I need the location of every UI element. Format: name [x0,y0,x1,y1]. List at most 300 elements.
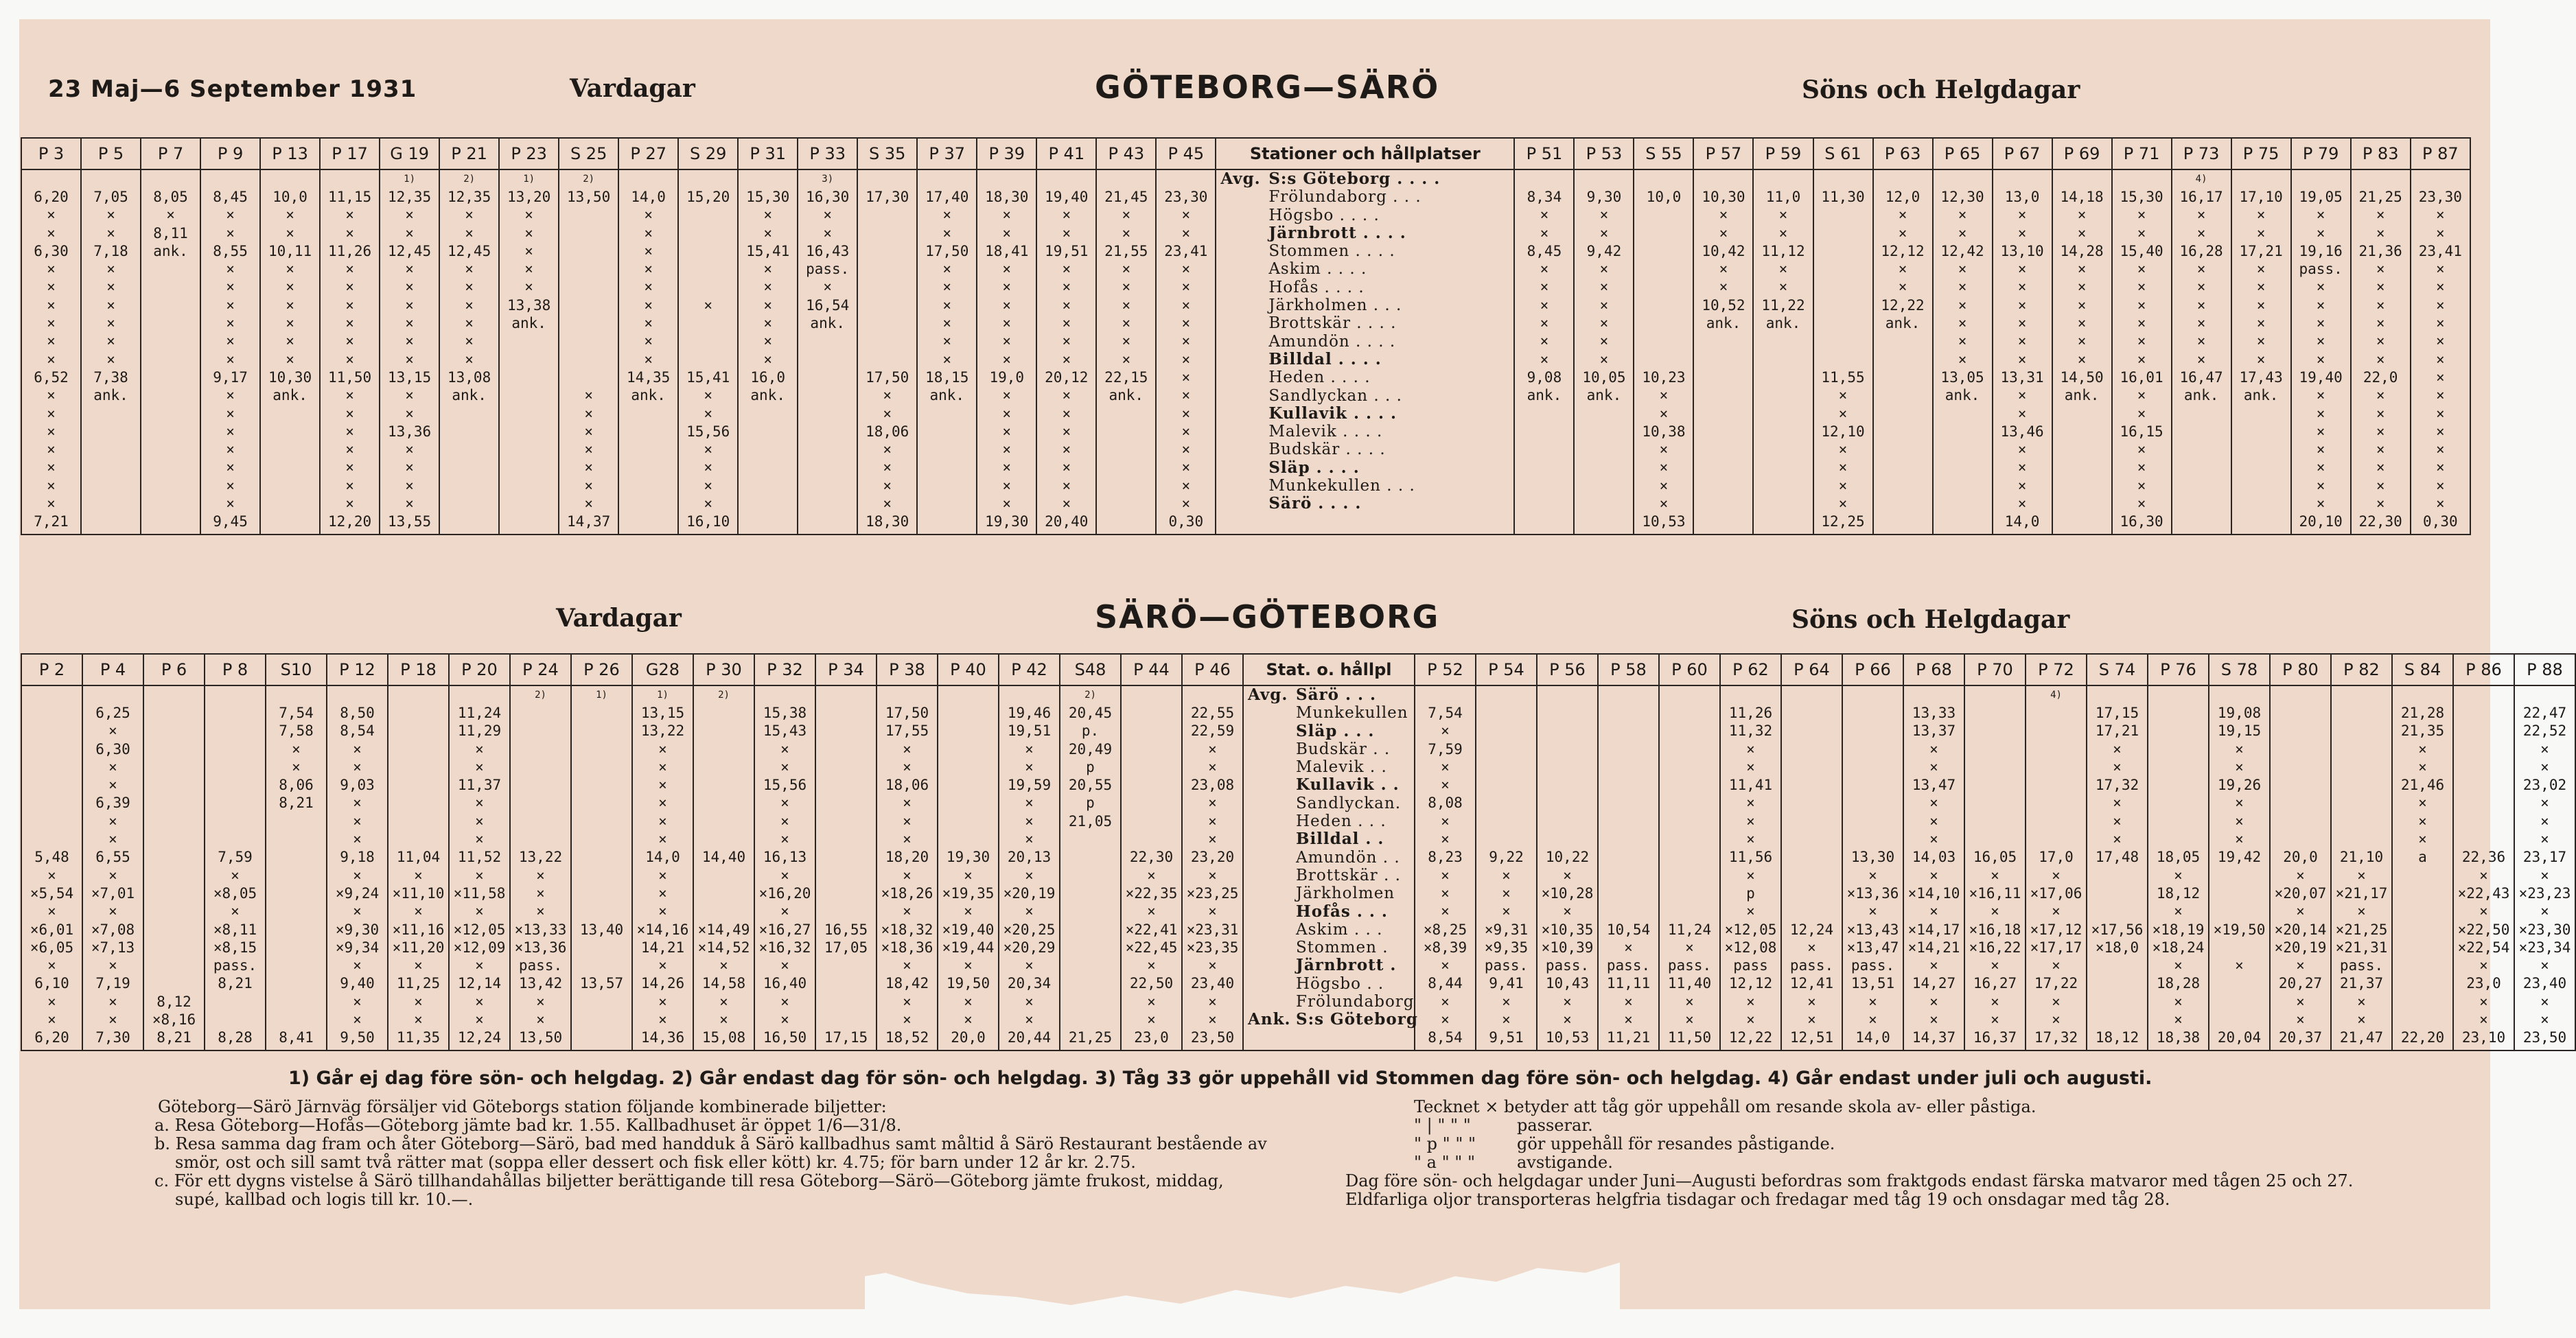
time-cell: × [2418,812,2427,830]
time-cell [816,956,876,974]
time-cell [1060,993,1120,1011]
time-cell: × [1991,993,1999,1010]
footnote-marker [1782,686,1842,704]
time-cell: × [226,405,235,422]
time-cell: × [2436,261,2445,278]
time-cell [1782,830,1842,848]
time-cell [619,441,677,458]
time-cell: × [2479,1011,2488,1029]
time-cell: ×17,06 [2030,884,2082,902]
time-cell: 11,52 [457,849,502,866]
footnote-marker [2148,686,2208,704]
time-cell: × [226,477,235,494]
time-cell: × [1002,315,1012,332]
time-cell [739,477,797,495]
time-cell [205,993,265,1011]
time-cell: ×14,21 [1907,939,1960,956]
time-cell: × [2376,423,2385,440]
train-column [559,169,618,531]
time-cell: 20,10 [2299,513,2343,530]
time-cell: 14,21 [640,939,685,956]
time-cell: 13,30 [1850,849,1895,866]
footnote-marker: 1) [657,690,669,701]
time-cell: × [2235,795,2244,812]
time-cell: × [345,279,354,296]
time-cell [2271,704,2330,722]
time-cell: × [584,495,593,513]
station-name: Sandlyckan. [1296,794,1402,812]
footnote-marker [1934,170,1992,188]
station-name: Särö . . . [1296,685,1377,704]
time-cell: 18,12 [2156,884,2201,902]
time-cell [2087,956,2147,974]
time-cell: × [2316,387,2325,404]
time-cell: × [1838,405,1848,422]
train-column [999,685,1060,1047]
time-cell: 19,59 [1007,777,1052,794]
time-cell: 7,38 [93,368,128,386]
time-cell: × [1685,993,1694,1010]
time-cell: × [1025,758,1034,775]
time-cell [141,278,200,296]
time-cell [1515,458,1573,476]
time-cell: × [1838,387,1848,404]
train-number-header: P 4 [82,654,143,685]
time-cell [619,423,677,441]
time-cell [1660,758,1719,776]
time-cell: × [226,333,235,350]
time-cell: × [823,224,833,242]
time-cell: 10,30 [268,368,312,386]
time-cell: × [1147,903,1156,920]
time-cell: × [1599,279,1609,296]
time-cell: ×9,24 [335,884,380,902]
time-cell: × [1181,495,1191,513]
time-cell [2393,902,2452,920]
train-number-header: P 40 [938,654,999,685]
time-cell: 16,28 [2179,242,2223,259]
time-cell: 12,35 [387,189,432,205]
time-cell: 13,33 [1912,705,1956,721]
time-cell [1874,477,1932,495]
train-number-header: P 71 [2112,138,2172,169]
time-cell [1782,902,1842,920]
time-cell: 9,22 [1489,849,1524,866]
time-cell: 22,15 [1104,368,1148,386]
time-cell [2172,458,2231,476]
train-column [857,169,917,531]
station-name: Malevik . . [1296,758,1387,777]
time-cell: × [1122,351,1131,368]
time-cell: × [2077,279,2087,296]
time-cell [1660,722,1719,740]
time-cell: ×16,22 [1969,939,2021,956]
time-cell [1575,495,1633,513]
time-cell: × [286,351,294,368]
time-cell: × [106,315,115,332]
time-cell: × [903,758,912,775]
time-cell: × [2196,261,2206,278]
time-cell: 20,04 [2217,1029,2262,1046]
time-cell: × [1002,405,1012,422]
time-cell: 10,0 [1646,189,1682,205]
time-cell: 20,45 [1068,705,1113,721]
time-cell: × [2077,315,2087,332]
time-cell: 16,01 [2120,368,2163,386]
time-cell: pass. [518,957,563,974]
time-cell: × [763,333,773,350]
time-cell: × [166,207,175,224]
time-cell [205,830,265,848]
time-cell [1754,513,1812,530]
time-cell: 9,08 [1527,368,1562,386]
time-cell: 11,0 [1765,189,1801,205]
time-cell [1814,242,1872,260]
footnote-marker [816,686,876,704]
time-cell: × [704,477,712,494]
time-cell: 23,50 [2522,1029,2567,1046]
time-cell: × [2316,351,2325,368]
time-cell: × [536,867,545,884]
time-cell: × [2017,477,2027,494]
train-column [938,685,999,1047]
time-cell: × [1958,333,1967,350]
time-cell: × [1441,831,1450,848]
time-cell: × [47,903,56,920]
time-cell: × [1929,758,1938,775]
train-column [260,169,320,531]
time-cell: 7,59 [1428,740,1463,758]
outbound-title: GÖTEBORG—SÄRÖ [1095,69,1440,106]
time-cell: 19,46 [1007,705,1052,721]
time-cell [739,495,797,513]
time-cell [1965,722,2025,740]
time-cell: × [47,351,56,368]
time-cell: ×18,36 [881,939,933,956]
train-number-header: P 32 [754,654,815,685]
time-cell: 19,05 [2299,189,2343,205]
time-cell: 20,44 [1007,1029,1052,1046]
train-column [738,169,798,531]
time-cell: × [1181,459,1191,476]
time-cell: × [584,423,593,440]
time-cell: ank. [1586,387,1622,404]
time-cell [816,993,876,1011]
time-cell: × [1002,279,1012,296]
time-cell: 11,11 [1606,975,1651,992]
time-cell: × [1502,884,1511,902]
time-cell [1843,758,1903,776]
time-cell: × [1746,903,1755,920]
time-cell: 17,21 [2239,242,2283,259]
time-cell: 14,40 [701,849,746,866]
legend-row-alight: " a " " " avstigande. [1414,1153,1613,1172]
time-cell: 11,50 [1667,1029,1712,1046]
time-cell [2271,722,2330,740]
time-cell [918,513,976,530]
time-cell: 7,21 [34,513,69,530]
time-cell [1634,260,1693,278]
time-cell: 19,08 [2217,705,2262,721]
time-cell [816,722,876,740]
time-cell: 8,06 [279,777,314,794]
time-cell: × [2436,296,2445,314]
train-column [82,685,143,1047]
time-cell: 16,05 [1973,849,2017,866]
time-cell: × [1208,758,1217,775]
time-cell: ×17,12 [2030,921,2082,938]
time-cell: 11,26 [1728,705,1773,721]
time-cell: 6,20 [34,189,69,205]
time-cell: × [536,993,545,1010]
time-cell: × [2256,261,2266,278]
time-cell [511,830,570,848]
station-name: Järnbrott . [1296,956,1397,975]
time-cell: × [2376,296,2385,314]
time-cell: × [405,261,414,278]
train-number-header: P 59 [1753,138,1813,169]
time-cell [1097,423,1155,441]
time-cell [261,405,319,423]
time-cell: × [2316,279,2325,296]
time-cell: 12,45 [387,242,432,259]
time-cell [559,351,618,368]
time-cell: × [1929,957,1938,974]
time-cell: × [47,477,56,494]
time-cell: × [584,459,593,476]
time-cell [918,405,976,423]
time-cell: × [2316,441,2325,458]
time-cell [679,314,737,332]
time-cell: 10,0 [272,189,308,205]
time-cell: × [1838,477,1848,494]
time-cell [261,458,319,476]
train-number-header: P 69 [2052,138,2112,169]
time-cell: × [942,351,952,368]
time-cell: × [644,207,653,224]
time-cell: × [1062,423,1071,440]
time-cell: pass. [1606,957,1651,974]
time-cell: ×8,25 [1423,921,1467,938]
train-column [2209,685,2270,1047]
time-cell: 12,12 [1881,242,1925,259]
time-cell: × [465,315,474,332]
time-cell [798,513,857,530]
time-cell: 14,58 [701,975,746,992]
time-cell: × [1719,224,1728,242]
time-cell: × [1778,279,1788,296]
time-cell [1575,458,1633,476]
time-cell: × [47,495,56,513]
time-cell: × [1441,867,1450,884]
time-cell: ×20,07 [2274,884,2327,902]
time-cell: ×20,29 [1003,939,1056,956]
time-cell [2232,477,2290,495]
footnote-marker: 4) [2195,174,2207,185]
time-cell: × [1122,279,1131,296]
time-cell: × [226,441,235,458]
time-cell: × [1062,224,1071,242]
time-cell [2454,704,2514,722]
time-cell: 21,35 [2400,723,2445,740]
time-cell: × [1208,795,1217,812]
time-cell: × [1062,459,1071,476]
time-cell: 8,28 [218,1029,253,1046]
time-cell: 7,58 [279,723,314,740]
time-cell: × [405,405,414,422]
time-cell [918,458,976,476]
time-cell: × [1746,758,1755,775]
time-cell: 14,0 [631,189,666,205]
time-cell: 13,46 [2000,423,2044,440]
time-cell [1122,830,1181,848]
time-cell: × [1746,740,1755,758]
time-cell: ×14,52 [697,939,750,956]
time-cell: × [524,261,533,278]
time-cell: 10,53 [1642,513,1686,530]
time-cell [2209,902,2269,920]
time-cell [1515,477,1573,495]
time-cell [1634,314,1693,332]
time-cell: × [2436,405,2445,422]
time-cell: ×19,40 [942,921,995,938]
time-cell: × [2418,831,2427,848]
time-cell: × [1181,296,1191,314]
time-cell [572,1011,631,1029]
time-cell [2053,495,2111,513]
time-cell: 20,55 [1068,777,1113,794]
time-cell: × [1181,261,1191,278]
time-cell [858,332,916,350]
time-cell [1874,368,1932,386]
time-cell: × [658,812,667,830]
time-cell: × [2196,296,2206,314]
time-cell: × [2316,333,2325,350]
time-cell [2454,830,2514,848]
time-cell [858,351,916,368]
time-cell [1874,332,1932,350]
time-cell [1476,722,1536,740]
time-cell [22,704,82,722]
train-number-header: P 33 [798,138,857,169]
time-cell: × [1441,723,1450,740]
time-cell: 17,21 [2095,723,2139,740]
time-cell: × [405,296,414,314]
time-cell [266,830,326,848]
time-cell [798,386,857,404]
time-cell: × [1181,423,1191,440]
time-cell: 12,42 [1940,242,1984,259]
time-cell: ×22,35 [1125,884,1178,902]
train-number-header: P 66 [1842,654,1903,685]
time-cell [1754,423,1812,441]
time-cell [141,260,200,278]
time-cell [694,722,754,740]
time-cell: × [1062,441,1071,458]
time-cell: × [108,812,117,830]
train-number-header: P 58 [1598,654,1659,685]
time-cell: ank. [2183,387,2219,404]
legend-row-pass: " | " " " passerar. [1414,1116,1593,1135]
time-cell: × [2316,315,2325,332]
time-cell: × [1181,224,1191,242]
time-cell: ×8,16 [152,1011,196,1029]
time-cell: × [903,740,912,758]
station-name: Amundön . . . . [1268,332,1396,351]
time-cell: 11,24 [457,705,502,721]
time-cell: × [644,315,653,332]
time-cell: × [414,903,423,920]
train-column [1121,685,1182,1047]
time-cell [938,722,998,740]
time-cell [388,794,448,812]
time-cell: × [106,279,115,296]
time-cell: × [1181,351,1191,368]
time-cell [141,513,200,530]
time-cell: 10,22 [1545,849,1590,866]
time-cell: × [658,903,667,920]
time-cell: ×7,08 [91,921,135,938]
time-cell: × [1122,261,1131,278]
time-cell [205,812,265,830]
time-cell [2209,939,2269,956]
time-cell: × [2113,758,2122,775]
footnote-marker [2332,686,2391,704]
train-number-header: P 56 [1537,654,1598,685]
time-cell [1122,740,1181,758]
time-cell: × [345,387,354,404]
time-cell: ×22,43 [2457,884,2510,902]
time-cell: × [1025,1011,1034,1029]
time-cell [500,351,558,368]
time-cell: × [1441,1011,1450,1029]
time-cell [205,758,265,776]
time-cell: 9,03 [340,777,375,794]
train-number-header: P 68 [1903,654,1964,685]
time-cell: ×18,19 [2152,921,2205,938]
time-cell: 8,45 [1527,242,1562,259]
time-cell [205,704,265,722]
train-column [1873,169,1933,531]
time-cell: × [1208,831,1217,848]
train-number-header: S 78 [2209,654,2270,685]
time-cell: × [1025,903,1034,920]
time-cell: × [2540,1011,2549,1029]
time-cell: × [47,867,56,884]
time-cell [2271,812,2330,830]
time-cell [1060,884,1120,902]
train-column [510,685,571,1047]
time-cell [858,278,916,296]
time-cell: × [763,315,773,332]
time-cell: × [2540,812,2549,830]
time-cell [511,740,570,758]
time-cell [679,206,737,224]
time-cell: × [2376,477,2385,494]
time-cell: × [1868,1011,1877,1029]
train-column [380,169,439,531]
time-cell: × [2436,387,2445,404]
time-cell: ×16,18 [1969,921,2021,938]
footnote-marker [1599,686,1658,704]
time-cell [816,830,876,848]
time-cell [1599,758,1658,776]
time-cell: 22,20 [2400,1029,2445,1046]
time-cell: × [903,1011,912,1029]
time-cell: 17,50 [866,368,909,386]
legend-intro: Tecknet × betyder att tåg gör uppehåll om resande skola av- eller påstiga. [1414,1097,2037,1116]
footnote-marker [1037,170,1095,188]
